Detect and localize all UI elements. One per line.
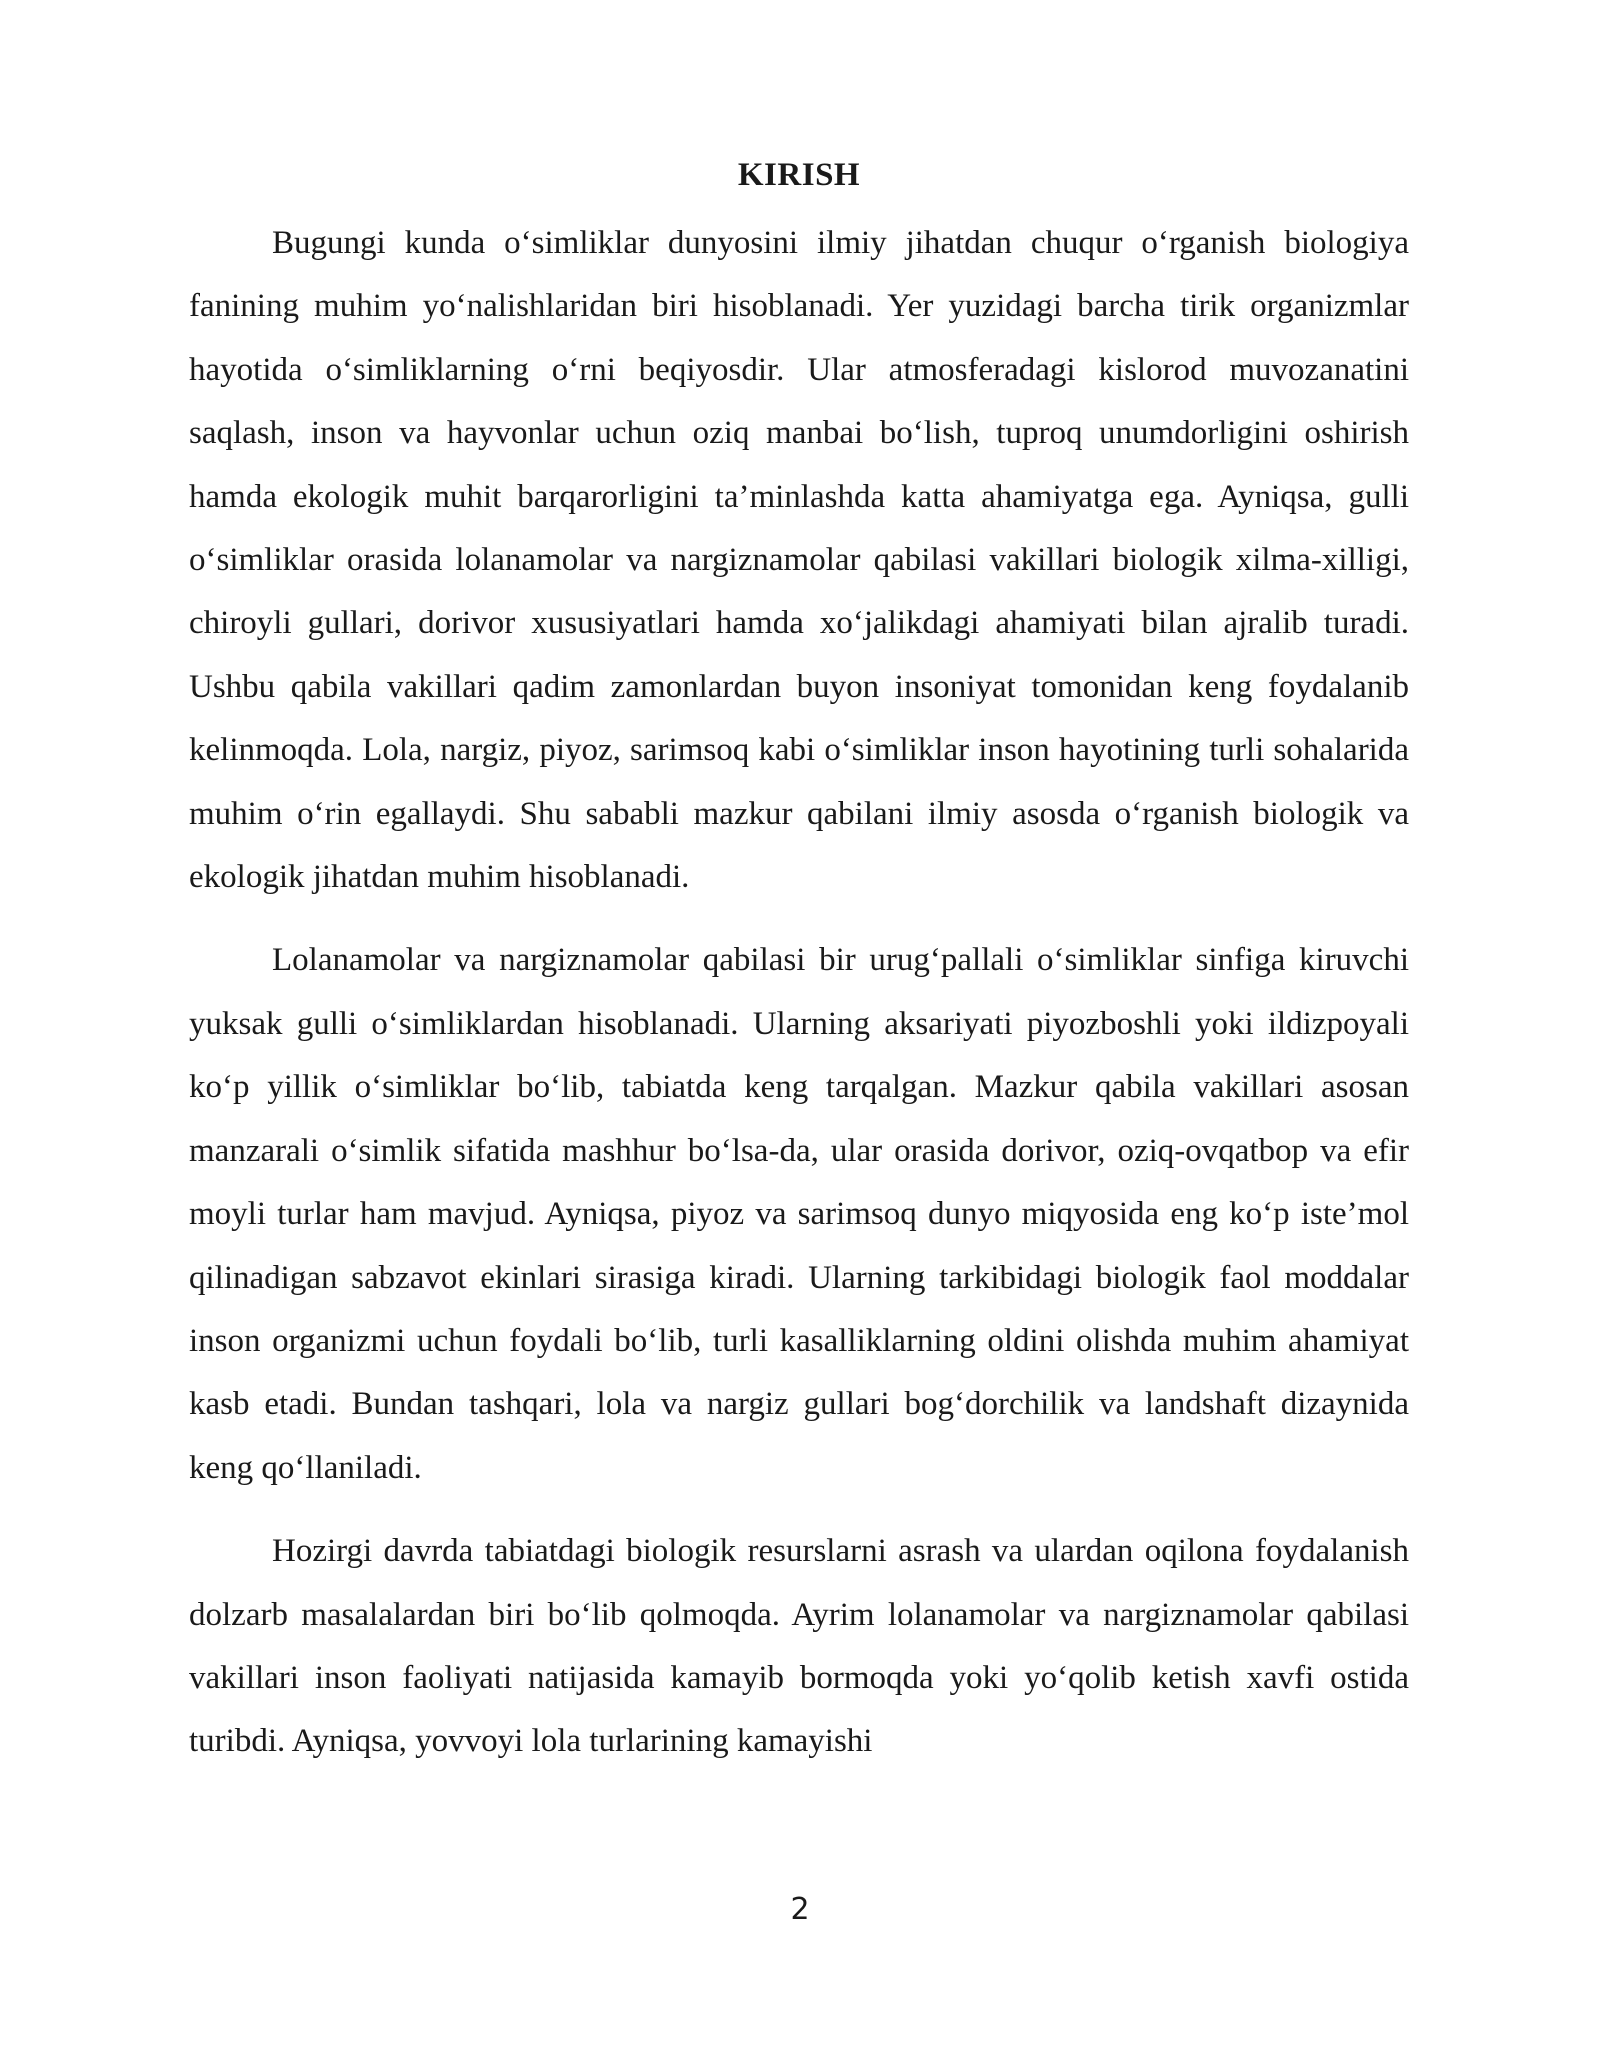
paragraph-3: Hozirgi davrda tabiatdagi biologik resurslarni asrash va ulardan oqilona foydalanish dolzarb masalalardan biri bo‘lib qolmoqda. Ayrim lolanamolar va nargiznamolar qabilasi vakillari inson faoliyati natijasida kamayib bormoqda yoki yo‘qolib ketish xavfi ostida turibdi. Ayniqsa, yovvoyi lola turlarining kamayishi [189, 1533, 1409, 1760]
page-number: 2 [790, 1892, 810, 1927]
paragraph-1: Bugungi kunda o‘simliklar dunyosini ilmiy jihatdan chuqur o‘rganish biologiya fanining muhim yo‘nalishlaridan biri hisoblanadi. Yer yuzidagi barcha tirik organizmlar hayotida o‘simliklarning o‘rni beqiyosdir. Ular atmosferadagi kislorod muvozanatini saqlash, inson va hayvonlar uchun oziq manbai bo‘lish, tuproq unumdorligini oshirish hamda ekologik muhit barqarorligini ta’minlashda katta ahamiyatga ega. Ayniqsa, gulli o‘simliklar orasida lolanamolar va nargiznamolar qabilasi vakillari biologik xilma-xilligi, chiroyli gullari, dorivor xususiyatlari hamda xo‘jalikdagi ahamiyati bilan ajralib turadi. Ushbu qabila vakillari qadim zamonlardan buyon insoniyat tomonidan keng foydalanib kelinmoqda. Lola, nargiz, piyoz, sarimsoq kabi o‘simliklar inson hayotining turli sohalarida muhim o‘rin egallaydi. Shu sababli mazkur qabilani ilmiy asosda o‘rganish biologik va ekologik jihatdan muhim hisoblanadi. [189, 225, 1409, 896]
paragraph-2: Lolanamolar va nargiznamolar qabilasi bir urug‘pallali o‘simliklar sinfiga kiruvchi yuksak gulli o‘simliklardan hisoblanadi. Ularning aksariyati piyozboshli yoki ildizpoyali ko‘p yillik o‘simliklar bo‘lib, tabiatda keng tarqalgan. Mazkur qabila vakillari asosan manzarali o‘simlik sifatida mashhur bo‘lsa-da, ular orasida dorivor, oziq-ovqatbop va efir moyli turlar ham mavjud. Ayniqsa, piyoz va sarimsoq dunyo miqyosida eng ko‘p iste’mol qilinadigan sabzavot ekinlari sirasiga kiradi. Ularning tarkibidagi biologik faol moddalar inson organizmi uchun foydali bo‘lib, turli kasalliklarning oldini olishda muhim ahamiyat kasb etadi. Bundan tashqari, lola va nargiz gullari bog‘dorchilik va landshaft dizaynida keng qo‘llaniladi. [189, 942, 1409, 1486]
section-heading: KIRISH [737, 157, 861, 193]
page-content [189, 150, 1409, 1794]
